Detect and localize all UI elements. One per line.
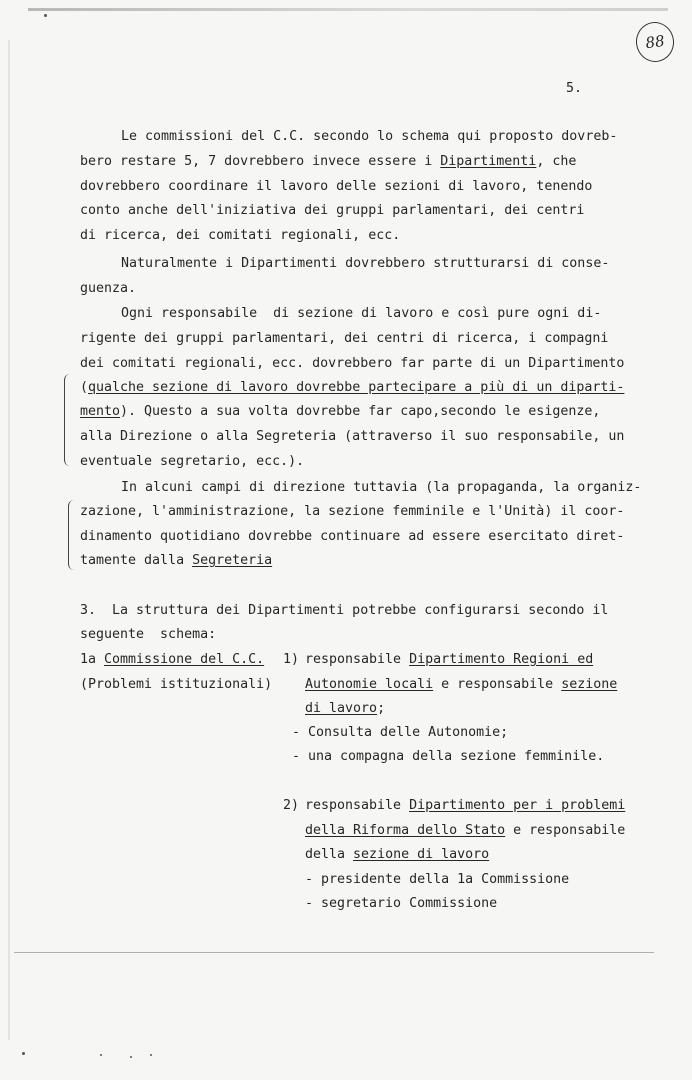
underlined-text: della Riforma dello Stato [305,823,506,838]
paragraph-4-line-3: dinamento quotidiano dovrebbe continuare ad essere esercitato diret- [80,529,625,544]
underlined-text: Dipartimento per i problemi [409,798,626,813]
item-2-line-3 [305,847,489,863]
section-3-line-1: 3. La struttura dei Dipartimenti potrebbe configurarsi secondo il [80,603,609,618]
underlined-text: Segreteria [192,553,273,568]
underlined-text: Dipartimento Regioni ed [409,652,594,667]
paragraph-3-line-4 [80,380,624,396]
underlined-text: mento [80,404,121,419]
underlined-text: qualche sezione di lavoro dovrebbe partecipare a più di un diparti- [88,380,625,395]
text-segment: e responsabile [433,677,562,692]
item-2-line-1 [305,798,625,814]
paragraph-2-line-1: Naturalmente i Dipartimenti dovrebbero strutturarsi di conse- [121,256,610,271]
handwritten-margin-bracket [64,374,73,466]
page-number: 5. [566,81,583,96]
paragraph-3-line-1: Ogni responsabile di sezione di lavoro e così pure ogni di- [121,306,602,321]
paragraph-3-line-7: eventuale segretario, ecc.). [80,454,305,469]
scan-left-edge [8,40,10,1040]
paragraph-1-line-4: conto anche dell'iniziativa dei gruppi parlamentari, dei centri [80,203,585,218]
item-1-line-2 [305,677,617,693]
paragraph-3-line-6: alla Direzione o alla Segreteria (attraverso il suo responsabile, un [80,429,625,444]
underlined-text: sezione di lavoro [353,847,490,862]
paragraph-4-line-4 [80,553,272,569]
text-segment: tamente dalla [80,553,193,568]
text-segment: e responsabile [505,823,626,838]
paragraph-4-line-2: zazione, l'amministrazione, la sezione femminile e l'Unità) il coor- [80,504,625,519]
item-1-number: 1) [283,652,300,667]
item-1-line-1 [305,652,593,668]
item-2-line-2 [305,823,625,839]
underlined-text: Dipartimenti [440,154,537,169]
paragraph-3-line-5 [80,404,600,420]
scan-speck [44,14,47,17]
text-segment: della [305,847,354,862]
paragraph-3-line-2: rigente dei gruppi parlamentari, dei centri di ricerca, i compagni [80,331,609,346]
paragraph-1-line-3: dovrebbero coordinare il lavoro delle sezioni di lavoro, tenendo [80,179,593,194]
item-2-number: 2) [283,798,300,813]
underlined-text: di lavoro [305,701,378,716]
section-3-line-2: seguente schema: [80,627,217,642]
underlined-text: Commissione del C.C. [104,652,265,667]
text-segment: , che [536,154,577,169]
item-2-dash-1: - presidente della 1a Commissione [305,872,570,887]
commission-subtitle: (Problemi istituzionali) [80,677,273,692]
handwritten-margin-bracket [68,500,75,570]
item-1-dash-1: - Consulta delle Autonomie; [292,725,509,740]
scan-speck [130,1056,132,1058]
scan-speck [100,1054,102,1056]
scan-bottom-edge [14,952,654,953]
scan-top-edge [28,8,668,11]
item-1-dash-2: - una compagna della sezione femminile. [292,749,605,764]
paragraph-1-line-5: di ricerca, dei comitati regionali, ecc. [80,228,401,243]
paragraph-1-line-1: Le commissioni del C.C. secondo lo schema qui proposto dovreb- [121,129,618,144]
paragraph-2-line-2: guenza. [80,281,137,296]
paragraph-4-line-1: In alcuni campi di direzione tuttavia (la propaganda, la organiz- [121,480,642,495]
stamp-number: 88 [644,31,666,53]
commission-title [80,652,264,668]
item-2-dash-2: - segretario Commissione [305,896,498,911]
text-segment: responsabile [305,798,410,813]
archive-stamp [633,20,676,65]
text-segment: 1a [80,652,105,667]
item-1-line-3 [305,701,385,717]
underlined-text: sezione [561,677,618,692]
text-segment: responsabile [305,652,410,667]
text-segment: ( [80,380,89,395]
text-segment: bero restare 5, 7 dovrebbero invece essere i [80,154,441,169]
text-segment: ; [377,701,386,716]
text-segment: ). Questo a sua volta dovrebbe far capo,secondo le esigenze, [120,404,601,419]
underlined-text: Autonomie locali [305,677,434,692]
scan-speck [22,1052,25,1055]
paragraph-1-line-2 [80,154,576,170]
scan-speck [150,1054,152,1056]
paragraph-3-line-3: dei comitati regionali, ecc. dovrebbero far parte di un Dipartimento [80,356,625,371]
